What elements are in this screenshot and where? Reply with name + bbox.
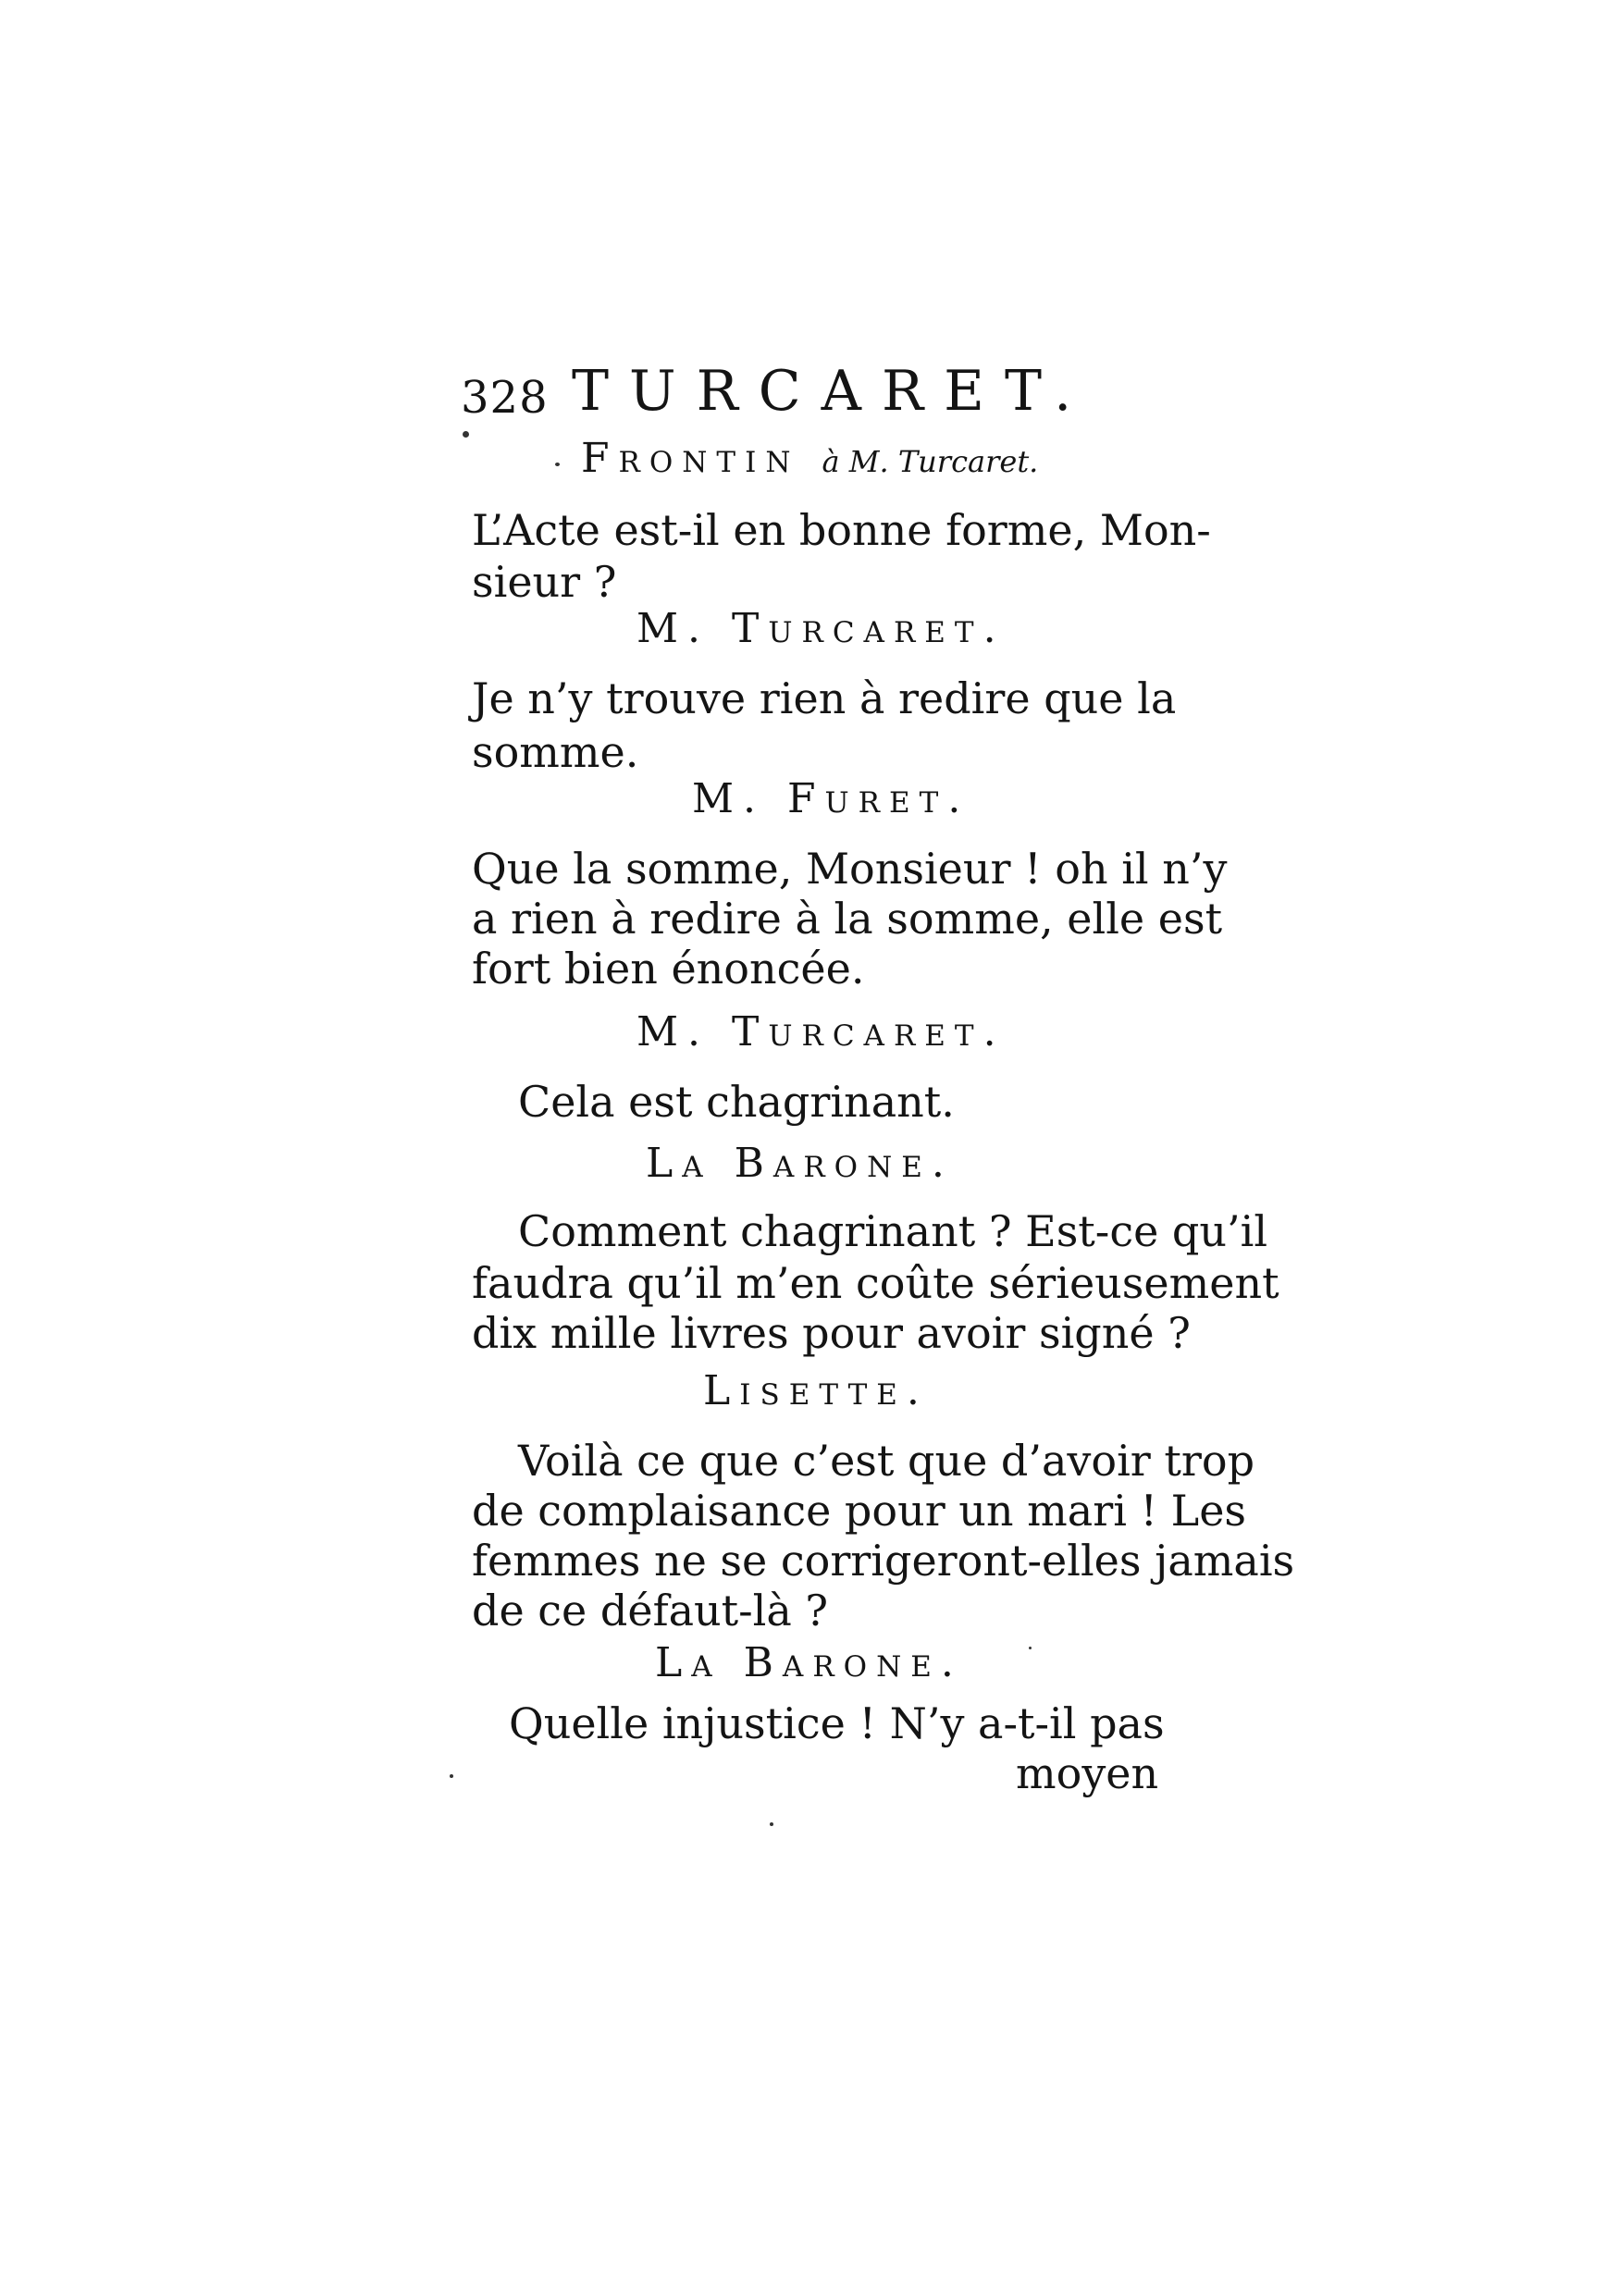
- speech-line: dix mille livres pour avoir signé ?: [472, 1308, 1191, 1358]
- running-title: TURCARET.: [572, 359, 1093, 424]
- speech-line: Comment chagrinant ? Est-ce qu’il: [518, 1206, 1268, 1256]
- speech-line: L’Acte est-il en bonne forme, Mon-: [472, 505, 1211, 555]
- speech-line: de complaisance pour un mari ! Les: [472, 1486, 1247, 1536]
- speech-line: femmes ne se corrigeront-elles jamais: [472, 1536, 1295, 1586]
- speech-line: Quelle injustice ! N’y a-t-il pas: [509, 1698, 1165, 1748]
- speech-line: de ce défaut-là ?: [472, 1586, 829, 1636]
- ink-speck: [555, 463, 560, 466]
- speaker-name: [581, 435, 1038, 482]
- speaker-name: M. Turcaret.: [636, 1008, 1006, 1055]
- speaker-label: Frontin: [581, 435, 800, 482]
- ink-speck: [770, 1822, 773, 1826]
- speech-line: a rien à redire à la somme, elle est: [472, 894, 1223, 944]
- speaker-name: M. Furet.: [692, 775, 970, 822]
- speech-line: Je n’y trouve rien à redire que la: [472, 673, 1177, 723]
- speech-line: sieur ?: [472, 557, 617, 607]
- speech-line: fort bien énoncée.: [472, 944, 865, 994]
- ink-speck: [463, 431, 469, 438]
- ink-speck: [450, 1774, 453, 1778]
- ink-speck: [1029, 1647, 1032, 1649]
- speaker-name: La Barone.: [646, 1140, 954, 1187]
- stage-direction: à M. Turcaret.: [822, 444, 1039, 479]
- speaker-name: La Barone.: [655, 1639, 963, 1686]
- catchword: moyen: [1016, 1748, 1159, 1798]
- speech-line: faudra qu’il m’en coûte sérieusement: [472, 1258, 1279, 1308]
- speaker-name: Lisette.: [703, 1367, 929, 1414]
- speech-line: somme.: [472, 727, 639, 777]
- speech-line: Que la somme, Monsieur ! oh il n’y: [472, 844, 1228, 894]
- page-number: 328: [461, 372, 549, 424]
- speech-line: Cela est chagrinant.: [518, 1077, 955, 1127]
- speaker-name: M. Turcaret.: [636, 605, 1006, 652]
- speech-line: Voilà ce que c’est que d’avoir trop: [518, 1436, 1255, 1486]
- page-header: [461, 359, 1093, 433]
